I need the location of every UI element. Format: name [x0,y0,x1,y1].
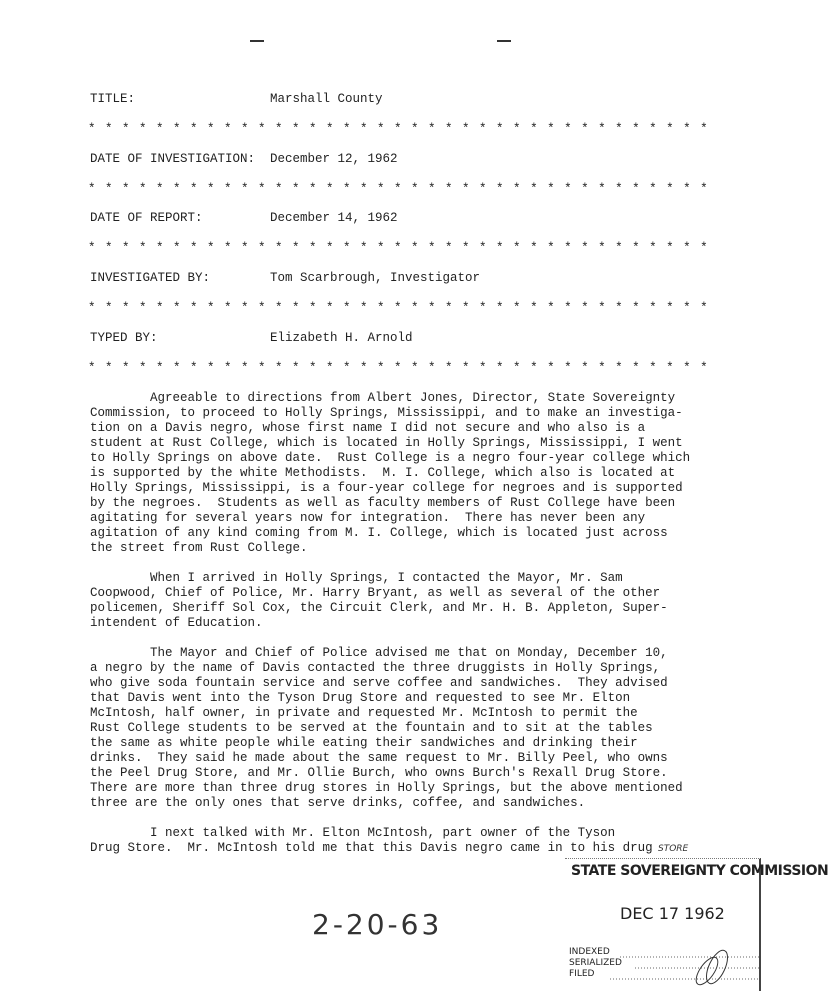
text-line: the same as white people while eating their sandwiches and drinking their [90,736,638,750]
text-line: Commission, to proceed to Holly Springs, Mississippi, and to make an investiga- [90,406,683,420]
investigated-value: Tom Scarbrough, Investigator [270,271,481,285]
text-line: a negro by the name of Davis contacted the three druggists in Holly Springs, [90,661,661,675]
text-line: intendent of Education. [90,616,263,630]
text-line: When I arrived in Holly Springs, I contacted the Mayor, Mr. Sam [90,571,623,585]
text-line: Coopwood, Chief of Police, Mr. Harry Bryant, as well as several of the other [90,586,661,600]
separator: * * * * * * * * * * * * * * * * * * * * * * * * * * * * * * * * * * * * * [88,122,709,136]
stamp-agency: STATE SOVEREIGNTY COMMISSION [571,863,828,879]
paragraph [90,571,668,631]
top-mark [497,40,511,42]
text-line: McIntosh, half owner, in private and requested Mr. McIntosh to permit the [90,706,638,720]
title-row [90,92,383,107]
paragraph [90,826,653,856]
text-line: Rust College students to be served at the fountain and to sit at the tables [90,721,653,735]
text-line: that Davis went into the Tyson Drug Store and requested to see Mr. Elton [90,691,631,705]
top-mark [250,40,264,42]
typed-value: Elizabeth H. Arnold [270,331,413,345]
text-line: is supported by the white Methodists. M. I. College, which also is located at [90,466,676,480]
date-report-row [90,211,398,226]
paragraph [90,391,690,556]
date-investigation-label: DATE OF INVESTIGATION: [90,152,256,166]
text-line: to Holly Springs on above date. Rust College is a negro four-year college which [90,451,691,465]
text-line: three are the only ones that serve drinks, coffee, and sandwiches. [90,796,586,810]
date-investigation-value: December 12, 1962 [270,152,398,166]
separator: * * * * * * * * * * * * * * * * * * * * * * * * * * * * * * * * * * * * * [88,241,709,255]
text-line: student at Rust College, which is located in Holly Springs, Mississippi, I went [90,436,683,450]
investigated-row [90,271,480,286]
text-line: The Mayor and Chief of Police advised me that on Monday, December 10, [90,646,668,660]
received-stamp [565,858,828,991]
text-line: Agreeable to directions from Albert Jones, Director, State Sovereignty [90,391,676,405]
text-line: agitation of any kind coming from M. I. College, which is located just across [90,526,668,540]
stamp-date: DEC 17 1962 [620,904,725,923]
date-report-value: December 14, 1962 [270,211,398,225]
date-report-label: DATE OF REPORT: [90,211,203,225]
title-label: TITLE: [90,92,136,106]
title-value: Marshall County [270,92,383,106]
initials-signature [565,859,759,991]
separator: * * * * * * * * * * * * * * * * * * * * * * * * * * * * * * * * * * * * * [88,301,709,315]
stamp-serialized: SERIALIZED [569,958,622,968]
typed-row [90,331,413,346]
text-line: policemen, Sheriff Sol Cox, the Circuit Clerk, and Mr. H. B. Appleton, Super- [90,601,668,615]
stamp-indexed: INDEXED [569,947,610,957]
handwritten-store: STORE [658,844,689,854]
separator: * * * * * * * * * * * * * * * * * * * * * * * * * * * * * * * * * * * * * [88,182,709,196]
typed-label: TYPED BY: [90,331,158,345]
text-line: Holly Springs, Mississippi, is a four-year college for negroes and is supported [90,481,683,495]
text-line: Drug Store. Mr. McIntosh told me that this Davis negro came in to his drug [90,841,653,855]
text-line: drinks. They said he made about the same request to Mr. Billy Peel, who owns [90,751,668,765]
text-line: by the negroes. Students as well as faculty members of Rust College have been [90,496,676,510]
text-line: I next talked with Mr. Elton McIntosh, part owner of the Tyson [90,826,616,840]
text-line: There are more than three drug stores in Holly Springs, but the above mentioned [90,781,683,795]
handwritten-date: 2-20-63 [312,908,443,941]
text-line: the street from Rust College. [90,541,308,555]
paragraph [90,646,683,811]
text-line: tion on a Davis negro, whose first name I did not secure and who also is a [90,421,646,435]
separator: * * * * * * * * * * * * * * * * * * * * * * * * * * * * * * * * * * * * * [88,361,709,375]
date-investigation-row [90,152,398,167]
text-line: who give soda fountain service and serve coffee and sandwiches. They advised [90,676,668,690]
text-line: the Peel Drug Store, and Mr. Ollie Burch, who owns Burch's Rexall Drug Store. [90,766,668,780]
text-line: agitating for several years now for integration. There has never been any [90,511,646,525]
stamp-filed: FILED [569,969,595,979]
investigated-label: INVESTIGATED BY: [90,271,211,285]
